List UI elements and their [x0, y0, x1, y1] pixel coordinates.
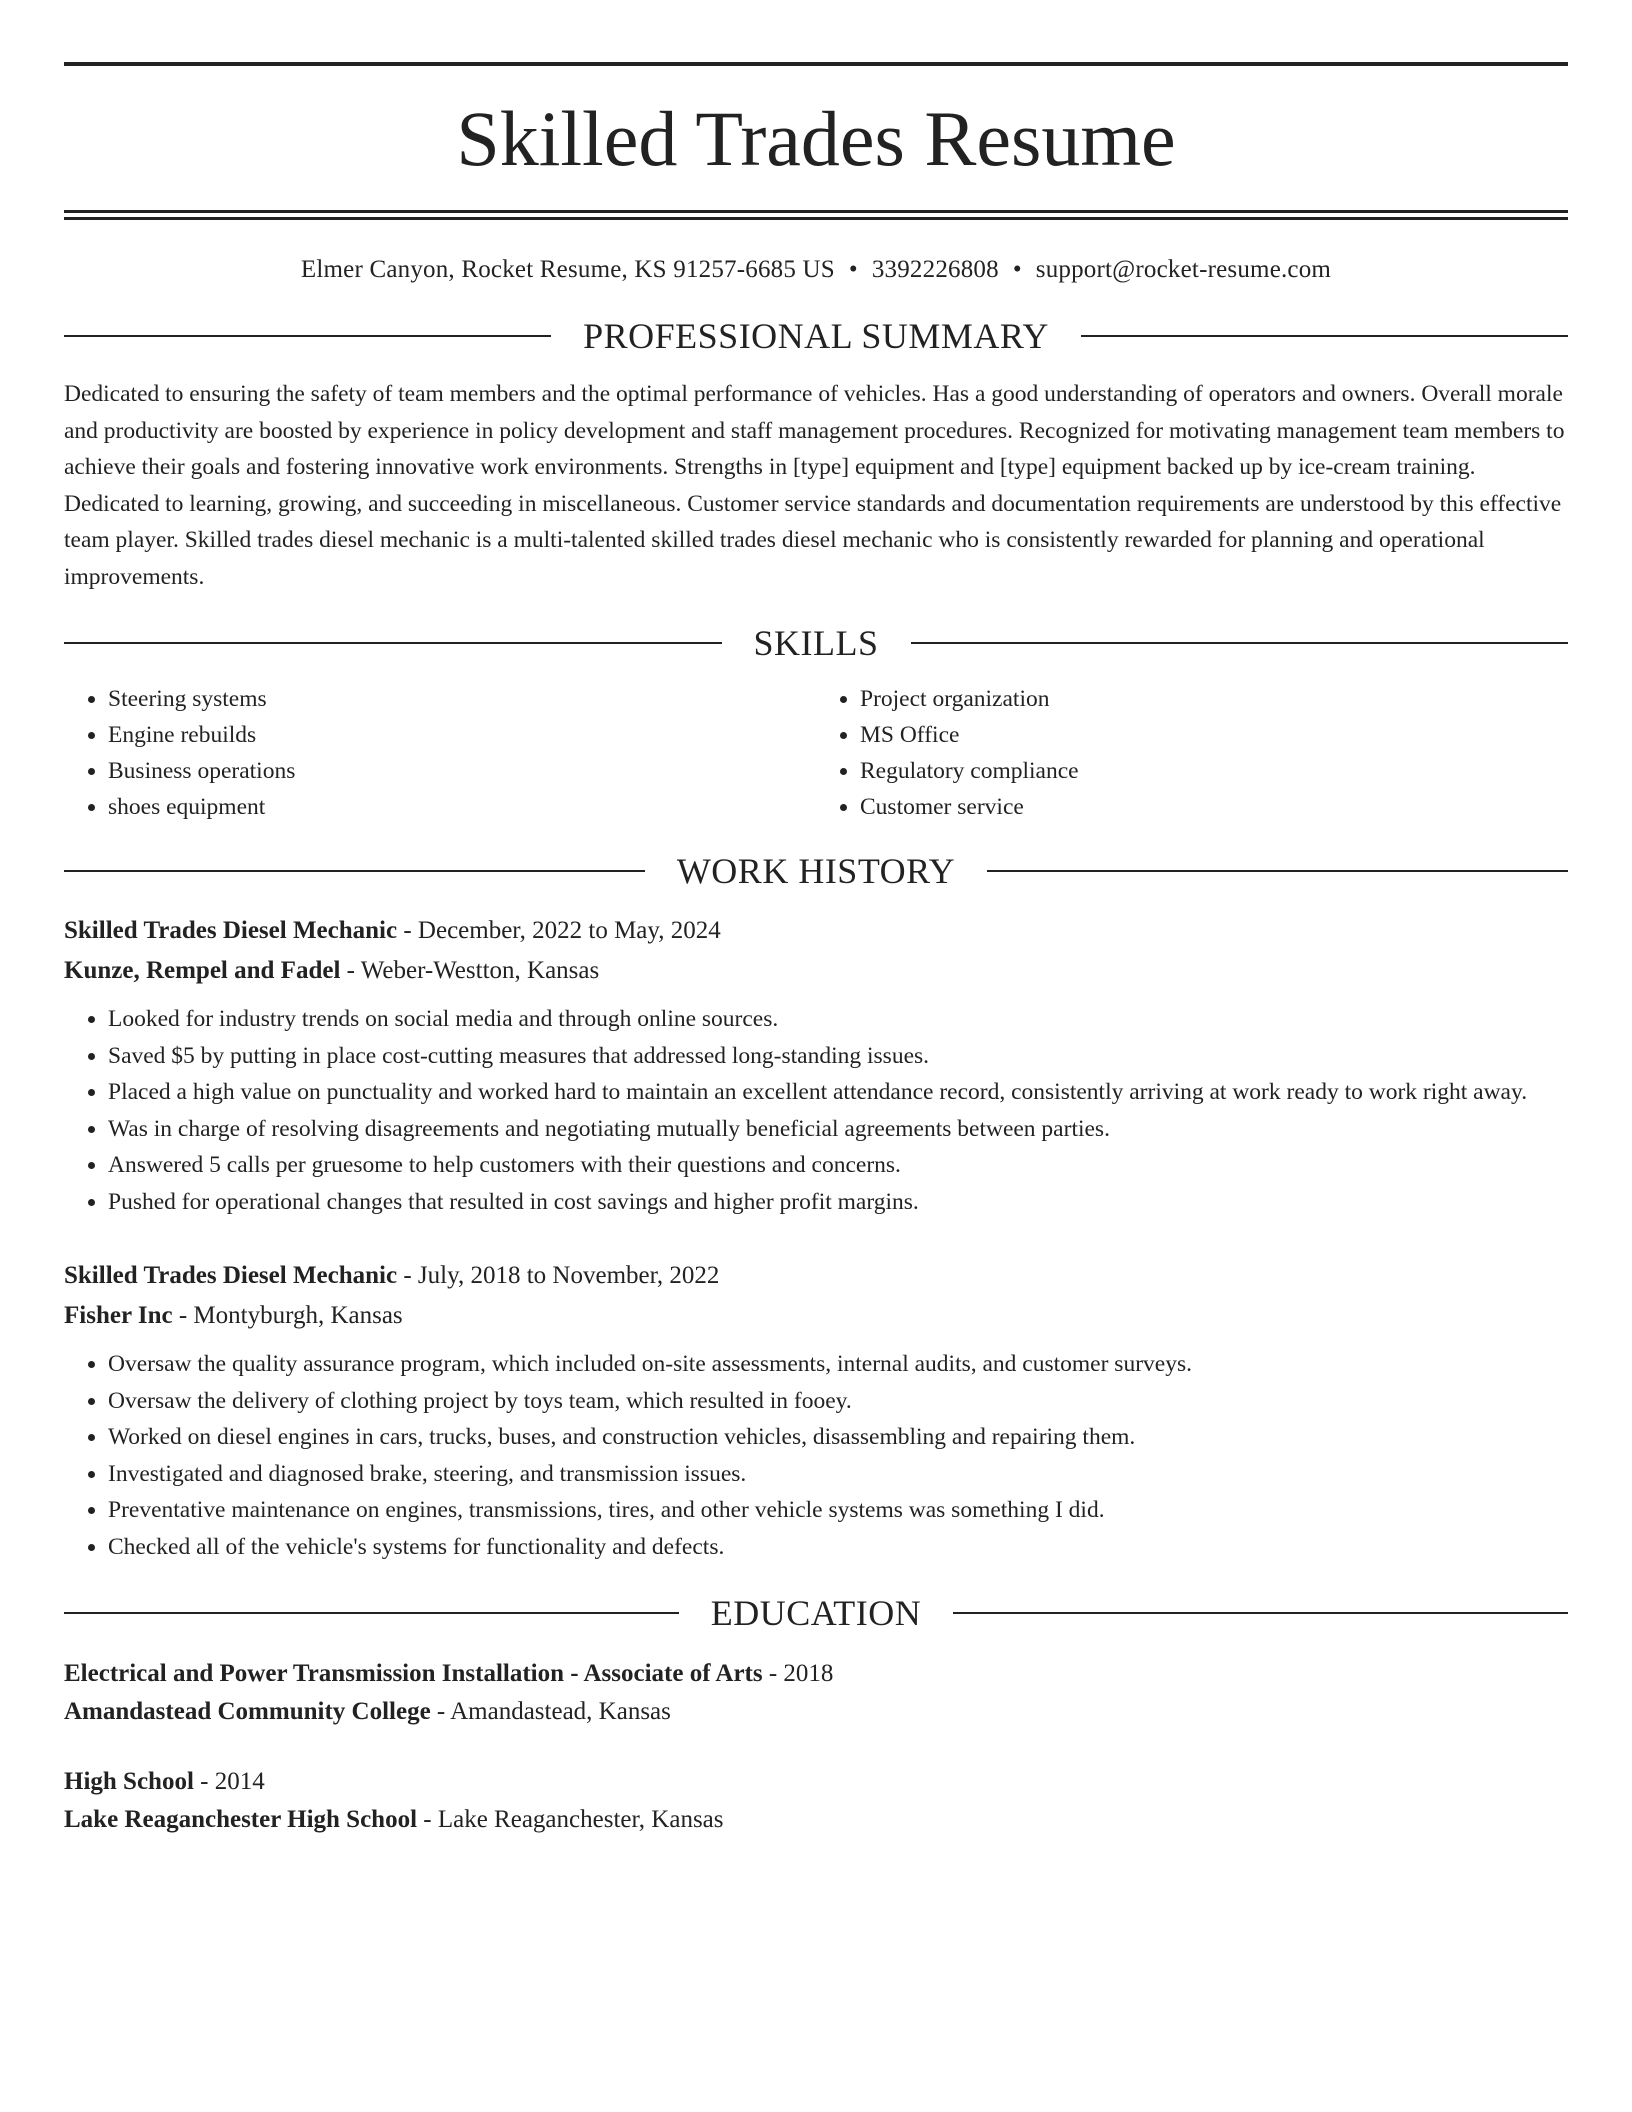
education-location: - Amandastead, Kansas	[430, 1698, 671, 1725]
contact-line	[64, 256, 1568, 284]
job-bullet: • Placed a high value on punctuality and worked hard to maintain an excellent attendance record, consistently arriving at work ready to work right away.	[108, 1074, 1568, 1111]
job-bullet: • Looked for industry trends on social media and through online sources.	[108, 1001, 1568, 1038]
job-entry	[64, 1256, 1568, 1565]
skills-column-right	[816, 681, 1568, 825]
education-entry	[64, 1763, 1568, 1839]
skill-item: • Project organization	[860, 681, 1568, 717]
skill-item: • MS Office	[860, 717, 1568, 753]
section-title: EDUCATION	[710, 1593, 922, 1633]
skills-list	[64, 681, 1568, 825]
job-company-line	[64, 1296, 1568, 1336]
job-bullet: • Was in charge of resolving disagreements and negotiating mutually beneficial agreements between parties.	[108, 1111, 1568, 1148]
job-bullet: • Checked all of the vehicle's systems for functionality and defects.	[108, 1529, 1568, 1566]
job-entry	[64, 911, 1568, 1220]
job-bullet: • Oversaw the quality assurance program, which included on-site assessments, internal audits, and customer surveys.	[108, 1346, 1568, 1383]
education-school: Amandastead Community College	[64, 1698, 431, 1725]
education-year: - 2018	[762, 1660, 834, 1687]
job-bullets	[64, 1001, 1568, 1220]
education-school-line	[64, 1801, 1568, 1839]
section-title: WORK HISTORY	[676, 851, 956, 891]
job-bullet: • Answered 5 calls per gruesome to help customers with their questions and concerns.	[108, 1147, 1568, 1184]
education-degree: Electrical and Power Transmission Installation - Associate of Arts	[64, 1660, 763, 1687]
job-location: - Weber-Westton, Kansas	[340, 957, 600, 984]
job-dates: - December, 2022 to May, 2024	[397, 917, 721, 944]
top-rule	[64, 62, 1568, 66]
education-school-line	[64, 1693, 1568, 1731]
job-dates: - July, 2018 to November, 2022	[397, 1262, 720, 1289]
job-title: Skilled Trades Diesel Mechanic	[64, 917, 398, 944]
heading-rule	[64, 1612, 679, 1614]
skill-item: • Regulatory compliance	[860, 753, 1568, 789]
heading-rule	[64, 870, 645, 872]
heading-rule	[64, 642, 722, 644]
job-company-line	[64, 951, 1568, 991]
job-bullet: • Preventative maintenance on engines, transmissions, tires, and other vehicle systems was something I did.	[108, 1492, 1568, 1529]
skill-item: • Engine rebuilds	[108, 717, 816, 753]
job-title-line	[64, 911, 1568, 951]
education-school: Lake Reaganchester High School	[64, 1806, 418, 1833]
education-year: - 2014	[193, 1768, 265, 1795]
job-title: Skilled Trades Diesel Mechanic	[64, 1262, 398, 1289]
section-heading-work	[64, 853, 1568, 889]
contact-phone: 3392226808	[871, 256, 999, 283]
education-degree: High School	[64, 1768, 194, 1795]
heading-rule	[987, 870, 1568, 872]
section-title: PROFESSIONAL SUMMARY	[583, 316, 1049, 356]
job-bullets	[64, 1346, 1568, 1565]
education-degree-line	[64, 1655, 1568, 1693]
section-heading-education	[64, 1595, 1568, 1631]
skill-item: • Steering systems	[108, 681, 816, 717]
skill-item: • shoes equipment	[108, 789, 816, 825]
job-title-line	[64, 1256, 1568, 1296]
contact-email: support@rocket-resume.com	[1035, 256, 1332, 283]
job-location: - Montyburgh, Kansas	[172, 1302, 403, 1329]
title-double-rule	[64, 210, 1568, 220]
job-bullet: • Saved $5 by putting in place cost-cutting measures that addressed long-standing issues.	[108, 1038, 1568, 1075]
skill-item: • Customer service	[860, 789, 1568, 825]
job-bullet: • Investigated and diagnosed brake, steering, and transmission issues.	[108, 1456, 1568, 1493]
heading-rule	[64, 335, 551, 337]
section-title: SKILLS	[753, 623, 879, 663]
job-company: Fisher Inc	[64, 1302, 173, 1329]
contact-separator: •	[1012, 256, 1022, 283]
job-company: Kunze, Rempel and Fadel	[64, 957, 341, 984]
contact-address: Elmer Canyon, Rocket Resume, KS 91257-6685 US	[300, 256, 835, 283]
heading-rule	[953, 1612, 1568, 1614]
job-bullet: • Pushed for operational changes that resulted in cost savings and higher profit margins.	[108, 1184, 1568, 1221]
skill-item: • Business operations	[108, 753, 816, 789]
section-heading-skills	[64, 625, 1568, 661]
education-degree-line	[64, 1763, 1568, 1801]
summary-text: Dedicated to ensuring the safety of team members and the optimal performance of vehicles. Has a good understanding of operators and owners. Overall morale and productivity are boosted by experience in policy development and staff management procedures. Recognized for motivating management team members to achieve their goals and fostering innovative work environments. Strengths in [type] equipment and [type] equipment backed up by ice-cream training. Dedicated to learning, growing, and succeeding in miscellaneous. Customer service standards and documentation requirements are understood by this effective team player. Skilled trades diesel mechanic is a multi-talented skilled trades diesel mechanic who is consistently rewarded for planning and operational improvements.	[64, 381, 1565, 590]
job-bullet: • Oversaw the delivery of clothing project by toys team, which resulted in fooey.	[108, 1383, 1568, 1420]
section-heading-summary	[64, 318, 1568, 354]
education-location: - Lake Reaganchester, Kansas	[417, 1806, 724, 1833]
education-entry	[64, 1655, 1568, 1731]
heading-rule	[1081, 335, 1568, 337]
page-title: Skilled Trades Resume	[456, 95, 1176, 182]
heading-rule	[911, 642, 1569, 644]
job-bullet: • Worked on diesel engines in cars, trucks, buses, and construction vehicles, disassembling and repairing them.	[108, 1419, 1568, 1456]
contact-separator: •	[848, 256, 858, 283]
skills-column-left	[64, 681, 816, 825]
